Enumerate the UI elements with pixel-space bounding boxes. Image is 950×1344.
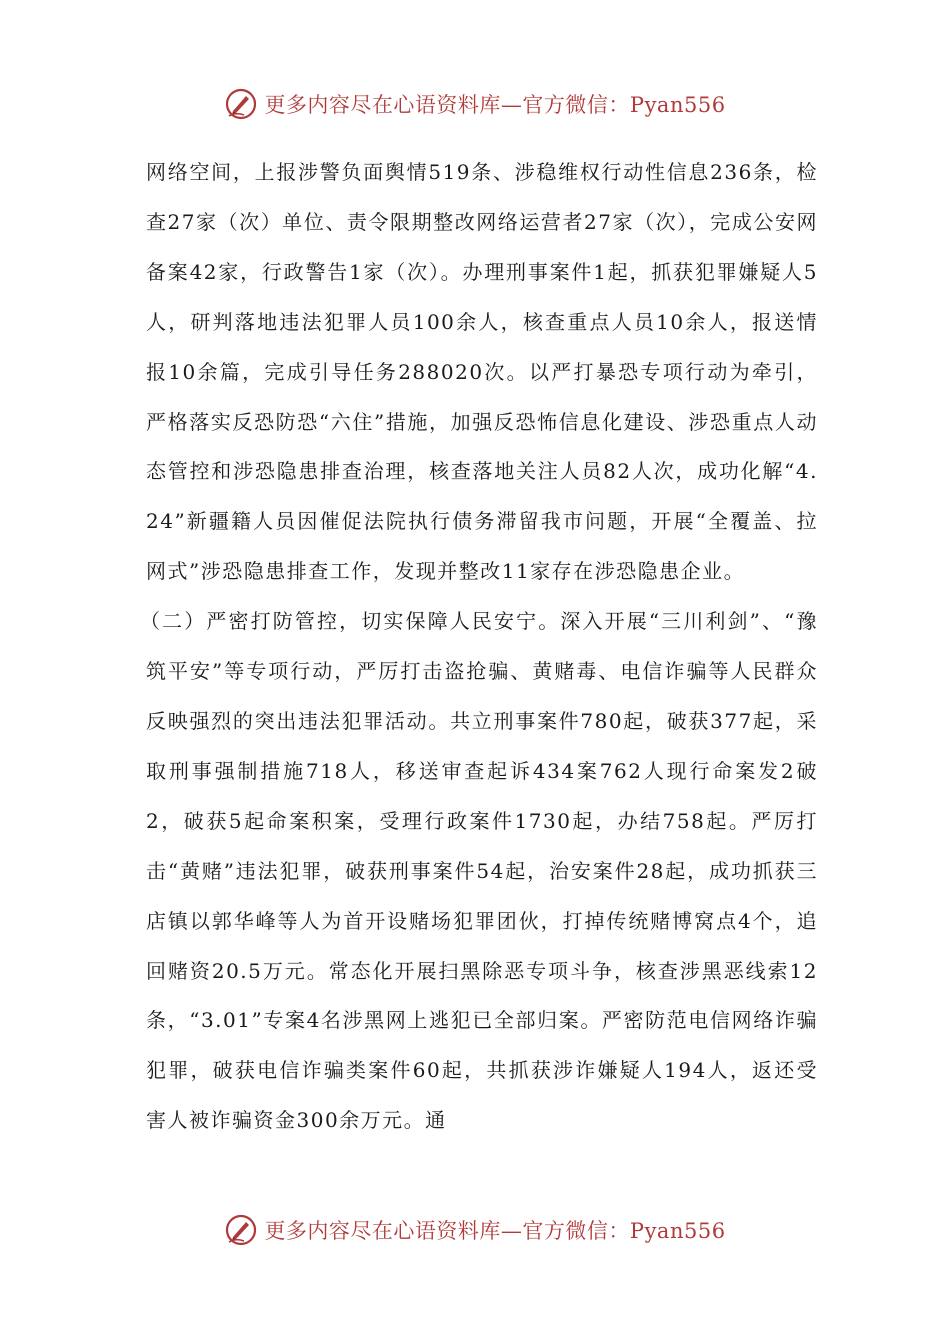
header-watermark bbox=[0, 84, 950, 124]
pen-logo-icon bbox=[224, 1213, 258, 1247]
pen-logo-icon bbox=[224, 87, 258, 121]
watermark-text: 更多内容尽在心语资料库—官方微信：Pyan556 bbox=[264, 1219, 726, 1243]
document-body bbox=[140, 148, 818, 1146]
footer-watermark bbox=[0, 1210, 950, 1250]
paragraph-1: 网络空间，上报涉警负面舆情519条、涉稳维权行动性信息236条，检查27家（次）单位、责令限期整改网络运营者27家（次），完成公安网备案42家，行政警告1家（次）。办理刑事案件1起，抓获犯罪嫌疑人5人，研判落地违法犯罪人员100余人，核查重点人员10余人，报送情报10余篇，完成引导任务288020次。以严打暴恐专项行动为牵引，严格落实反恐防恐“六住”措施，加强反恐怖信息化建设、涉恐重点人动态管控和涉恐隐患排查治理，核查落地关注人员82人次，成功化解“4.24”新疆籍人员因催促法院执行债务滞留我市问题，开展“全覆盖、拉网式”涉恐隐患排查工作，发现并整改11家存在涉恐隐患企业。 bbox=[146, 160, 818, 584]
watermark-text: 更多内容尽在心语资料库—官方微信：Pyan556 bbox=[264, 93, 726, 117]
paragraph-2: （二）严密打防管控，切实保障人民安宁。深入开展“三川利剑”、“豫筑平安”等专项行动，严厉打击盗抢骗、黄赌毒、电信诈骗等人民群众反映强烈的突出违法犯罪活动。共立刑事案件780起，破获377起，采取刑事强制措施718人，移送审查起诉434案762人现行命案发2破2，破获5起命案积案，受理行政案件1730起，办结758起。严厉打击“黄赌”违法犯罪，破获刑事案件54起，治安案件28起，成功抓获三店镇以郭华峰等人为首开设赌场犯罪团伙，打掉传统赌博窝点4个，追回赌资20.5万元。常态化开展扫黑除恶专项斗争，核查涉黑恶线索12条，“3.01”专案4名涉黑网上逃犯已全部归案。严密防范电信网络诈骗犯罪，破获电信诈骗类案件60起，共抓获涉诈嫌疑人194人，返还受害人被诈骗资金300余万元。通 bbox=[140, 609, 818, 1133]
